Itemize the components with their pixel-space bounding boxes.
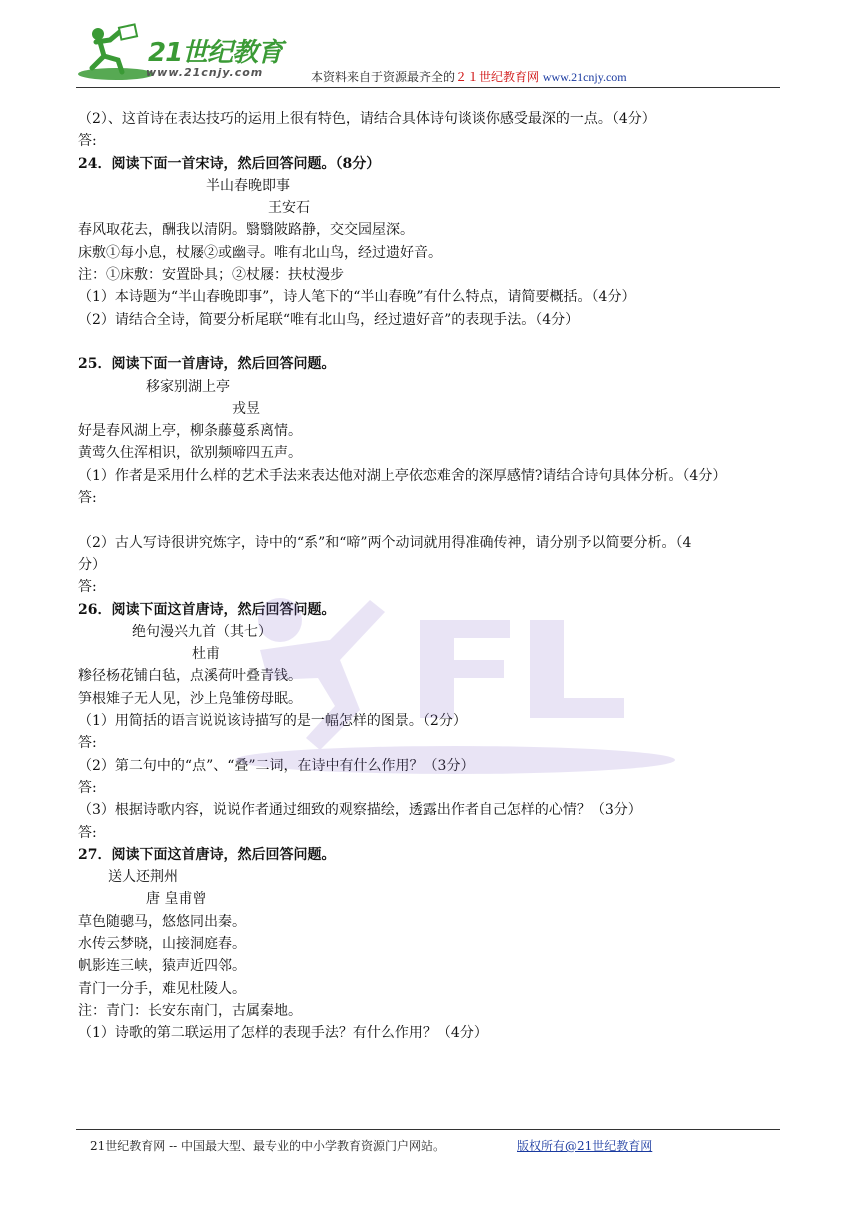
footer <box>90 1137 653 1154</box>
footer-text: 21世纪教育网 -- 中国最大型、最专业的中小学教育资源门户网站。 <box>90 1139 446 1153</box>
runner-logo-icon <box>76 22 156 84</box>
text-line: 戎昱 <box>232 400 260 417</box>
text-line: （3）根据诗歌内容，说说作者通过细致的观察描绘，透露出作者自己怎样的心情？（3分） <box>78 802 642 819</box>
text-line: 帆影连三峡，猿声近四邻。 <box>78 958 246 975</box>
text-line: 青门一分手，难见杜陵人。 <box>78 980 246 997</box>
text-line: 杜甫 <box>192 646 220 663</box>
text-line: 答: <box>78 824 97 841</box>
text-line: 绝句漫兴九首（其七） <box>132 623 272 640</box>
question-heading: 27．阅读下面这首唐诗，然后回答问题。 <box>78 846 336 863</box>
question-heading: 26．阅读下面这首唐诗，然后回答问题。 <box>78 601 336 618</box>
text-line: 答: <box>78 735 97 752</box>
site-logo[interactable] <box>76 22 316 88</box>
header-note-prefix: 本资料来自于资源最齐全的 <box>311 70 456 84</box>
header-note-link[interactable]: www.21cnjy.com <box>542 70 627 84</box>
text-line: 唐 皇甫曾 <box>146 891 207 908</box>
copyright-link[interactable]: 版权所有@21世纪教育网 <box>517 1139 653 1153</box>
text-line: 半山春晚即事 <box>206 177 290 194</box>
text-line: 答: <box>78 779 97 796</box>
logo-text: 21世纪教育 <box>148 38 283 68</box>
text-line: 答: <box>78 133 97 150</box>
text-line: 春风取花去，酬我以清阴。翳翳陂路静，交交园屋深。 <box>78 222 414 239</box>
text-line: （1）作者是采用什么样的艺术手法来表达他对湖上亭依恋难舍的深厚感情?请结合诗句具体分析。（4分） <box>78 467 727 484</box>
question-heading: 25．阅读下面一首唐诗，然后回答问题。 <box>78 356 336 373</box>
text-line: （1）诗歌的第二联运用了怎样的表现手法？有什么作用？（4分） <box>78 1025 488 1042</box>
text-line: （2）、这首诗在表达技巧的运用上很有特色，请结合具体诗句谈谈你感受最深的一点。（4分） <box>78 111 656 127</box>
text-line: 答: <box>78 579 97 596</box>
text-line: （1）本诗题为“半山春晚即事”，诗人笔下的“半山春晚”有什么特点，请简要概括。（4分） <box>78 289 636 306</box>
text-line: （2）古人写诗很讲究炼字，诗中的“系”和“啼”两个动词就用得准确传神，请分别予以简要分析。（4 <box>78 534 692 551</box>
question-heading: 24．阅读下面一首宋诗，然后回答问题。（8分） <box>78 155 381 172</box>
text-line: 水传云梦晓，山接洞庭春。 <box>78 935 246 952</box>
footer-divider <box>76 1129 780 1130</box>
text-line: 答: <box>78 490 97 507</box>
text-line: 分） <box>78 556 106 573</box>
text-line: （2）请结合全诗，简要分析尾联“唯有北山鸟，经过遗好音”的表现手法。（4分） <box>78 311 580 328</box>
header-note-brand: ２１世纪教育网 <box>455 70 540 84</box>
text-line: 注：青门：长安东南门，古属秦地。 <box>78 1002 302 1019</box>
document-body <box>78 108 780 1044</box>
text-line: 糁径杨花铺白毡，点溪荷叶叠青钱。 <box>78 668 302 685</box>
text-line: 草色随骢马，悠悠同出秦。 <box>78 913 246 930</box>
header-note <box>311 68 627 85</box>
text-line: 王安石 <box>268 200 310 217</box>
blank-line <box>78 331 780 353</box>
text-line: 好是春风湖上亭，柳条藤蔓系离情。 <box>78 423 302 440</box>
text-line: 送人还荆州 <box>108 869 178 886</box>
logo-url: www.21cnjy.com <box>146 66 264 79</box>
text-line: （2）第二句中的“点”、“叠”二词，在诗中有什么作用？（3分） <box>78 757 475 774</box>
text-line: 注：①床敷：安置卧具；②杖屦：扶杖漫步 <box>78 267 344 284</box>
text-line: 黄莺久住浑相识，欲别频啼四五声。 <box>78 445 302 462</box>
blank-line <box>78 509 780 531</box>
header-divider <box>76 87 780 88</box>
text-line: 移家别湖上亭 <box>146 378 230 395</box>
text-line: 笋根雉子无人见，沙上凫雏傍母眠。 <box>78 690 302 707</box>
text-line: （1）用简括的语言说说该诗描写的是一幅怎样的图景。（2分） <box>78 713 467 730</box>
text-line: 床敷①每小息，杖屦②或幽寻。唯有北山鸟，经过遗好音。 <box>78 244 442 261</box>
